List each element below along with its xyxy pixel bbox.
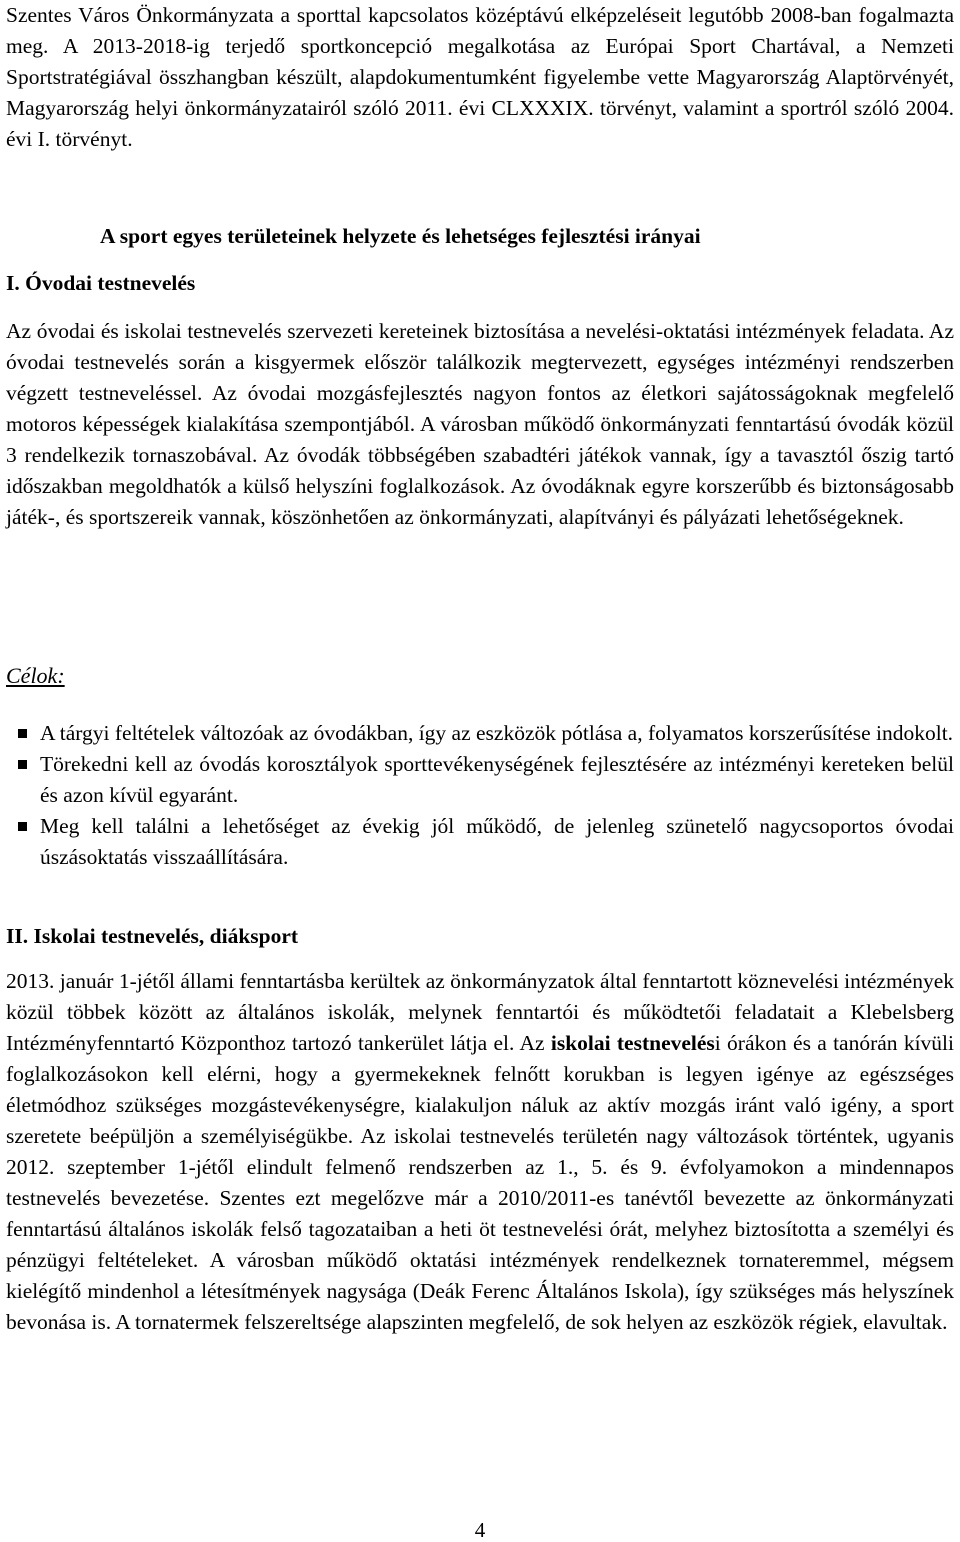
section-2-heading: II. Iskolai testnevelés, diáksport bbox=[6, 924, 299, 948]
section-2-bold-term: iskolai testnevelés bbox=[550, 1031, 715, 1055]
goals-heading: Célok: bbox=[6, 663, 65, 688]
goal-item-text: A tárgyi feltételek változóak az óvodákban, így az eszközök pótlása a, folyamatos korszerűsítése indokolt. bbox=[40, 721, 954, 745]
square-bullet-icon bbox=[18, 729, 27, 738]
intro-paragraph: Szentes Város Önkormányzata a sporttal kapcsolatos középtávú elképzeléseit legutóbb 2008-ban fogalmazta meg. A 2013-2018-ig terjedő sportkoncepció megalkotása az Európai Sport Chartával, a Nemzeti Sportstratégiával összhangban készült, alapdokumentumként figyelembe vette Magyarország Alaptörvényét, Magyarország helyi önkormányzatairól szóló 2011. évi CLXXXIX. törvényt, valamint a sportról szóló 2004. évi I. törvényt. bbox=[6, 3, 954, 151]
section-2-paragraph bbox=[6, 966, 954, 1338]
goal-item-text: Meg kell találni a lehetőséget az évekig jól működő, de jelenleg szünetelő nagycsoportos óvodai úszásoktatás visszaállítására. bbox=[40, 814, 954, 869]
goal-item-text: Törekedni kell az óvodás korosztályok sporttevékenységének fejlesztésére az intézményi kereteken belül és azon kívül egyaránt. bbox=[40, 752, 954, 807]
section-2-text-start: 2013. január 1-jétől állami fenntartásba kerültek az önkormányzatok által fenntartott köznevelési intézmények közül többek között az általános iskolák, melynek fenntartói és működtetői feladatait a Klebelsberg Intézményfenntartó Központhoz tartozó tankerület látja el. Az bbox=[6, 969, 955, 1055]
section-2-text-rest: i órákon és a tanórán kívüli foglalkozásokon kell elérni, hogy a gyermekeknek felnőtt korukban is legyen igénye az egészséges életmódhoz szükséges mozgástevékenységre, kialakuljon náluk az aktív mozgás iránt való igény, a sport szeretete beépüljön a személyiségükbe. Az iskolai testnevelés területén nagy változások történtek, ugyanis 2012. szeptember 1-jétől elindult felmenő rendszerben az 1., 5. és 9. évfolyamokon a mindennapos testnevelés bevezetése. Szentes ezt megelőzve már a 2010/2011-es tanévtől bevezette az önkormányzati fenntartású általános iskolák felső tagozataiban a heti öt testnevelési órát, melyhez biztosította a személyi és pénzügyi feltételeket. A városban működő oktatási intézmények rendelkeznek tornateremmel, mégsem kielégítő mindenhol a létesítmények nagysága (Deák Ferenc Általános Iskola), így szükséges más helyszínek bevonása is. A tornatermek felszereltsége alapszinten megfelelő, de sok helyen az eszközök régiek, elavultak. bbox=[6, 1031, 954, 1334]
page-number: 4 bbox=[474, 1518, 486, 1542]
square-bullet-icon bbox=[18, 822, 27, 831]
section-1-paragraph: Az óvodai és iskolai testnevelés szervezeti kereteinek biztosítása a nevelési-oktatási intézmények feladata. Az óvodai testnevelés során a kisgyermek először találkozik megtervezett, egységes intézményi rendszerben végzett testneveléssel. Az óvodai mozgásfejlesztés nagyon fontos az életkori sajátosságoknak megfelelő motoros képességek kialakítása szempontjából. A városban működő önkormányzati fenntartású óvodák közül 3 rendelkezik tornaszobával. Az óvodák többségében szabadtéri játékok vannak, így a tavasztól őszig tartó időszakban megoldhatók a külső helyszíni foglalkozások. Az óvodáknak egyre korszerűbb és biztonságosabb játék-, és sportszereik vannak, köszönhetően az önkormányzati, alapítványi és pályázati lehetőségeknek. bbox=[6, 319, 954, 529]
goal-item bbox=[6, 749, 954, 811]
goal-item bbox=[6, 718, 954, 749]
square-bullet-icon bbox=[18, 760, 27, 769]
goal-item bbox=[6, 811, 954, 873]
goals-list bbox=[6, 718, 954, 873]
main-heading: A sport egyes területeinek helyzete és lehetséges fejlesztési irányai bbox=[100, 224, 701, 248]
section-1-heading: I. Óvodai testnevelés bbox=[6, 271, 196, 295]
